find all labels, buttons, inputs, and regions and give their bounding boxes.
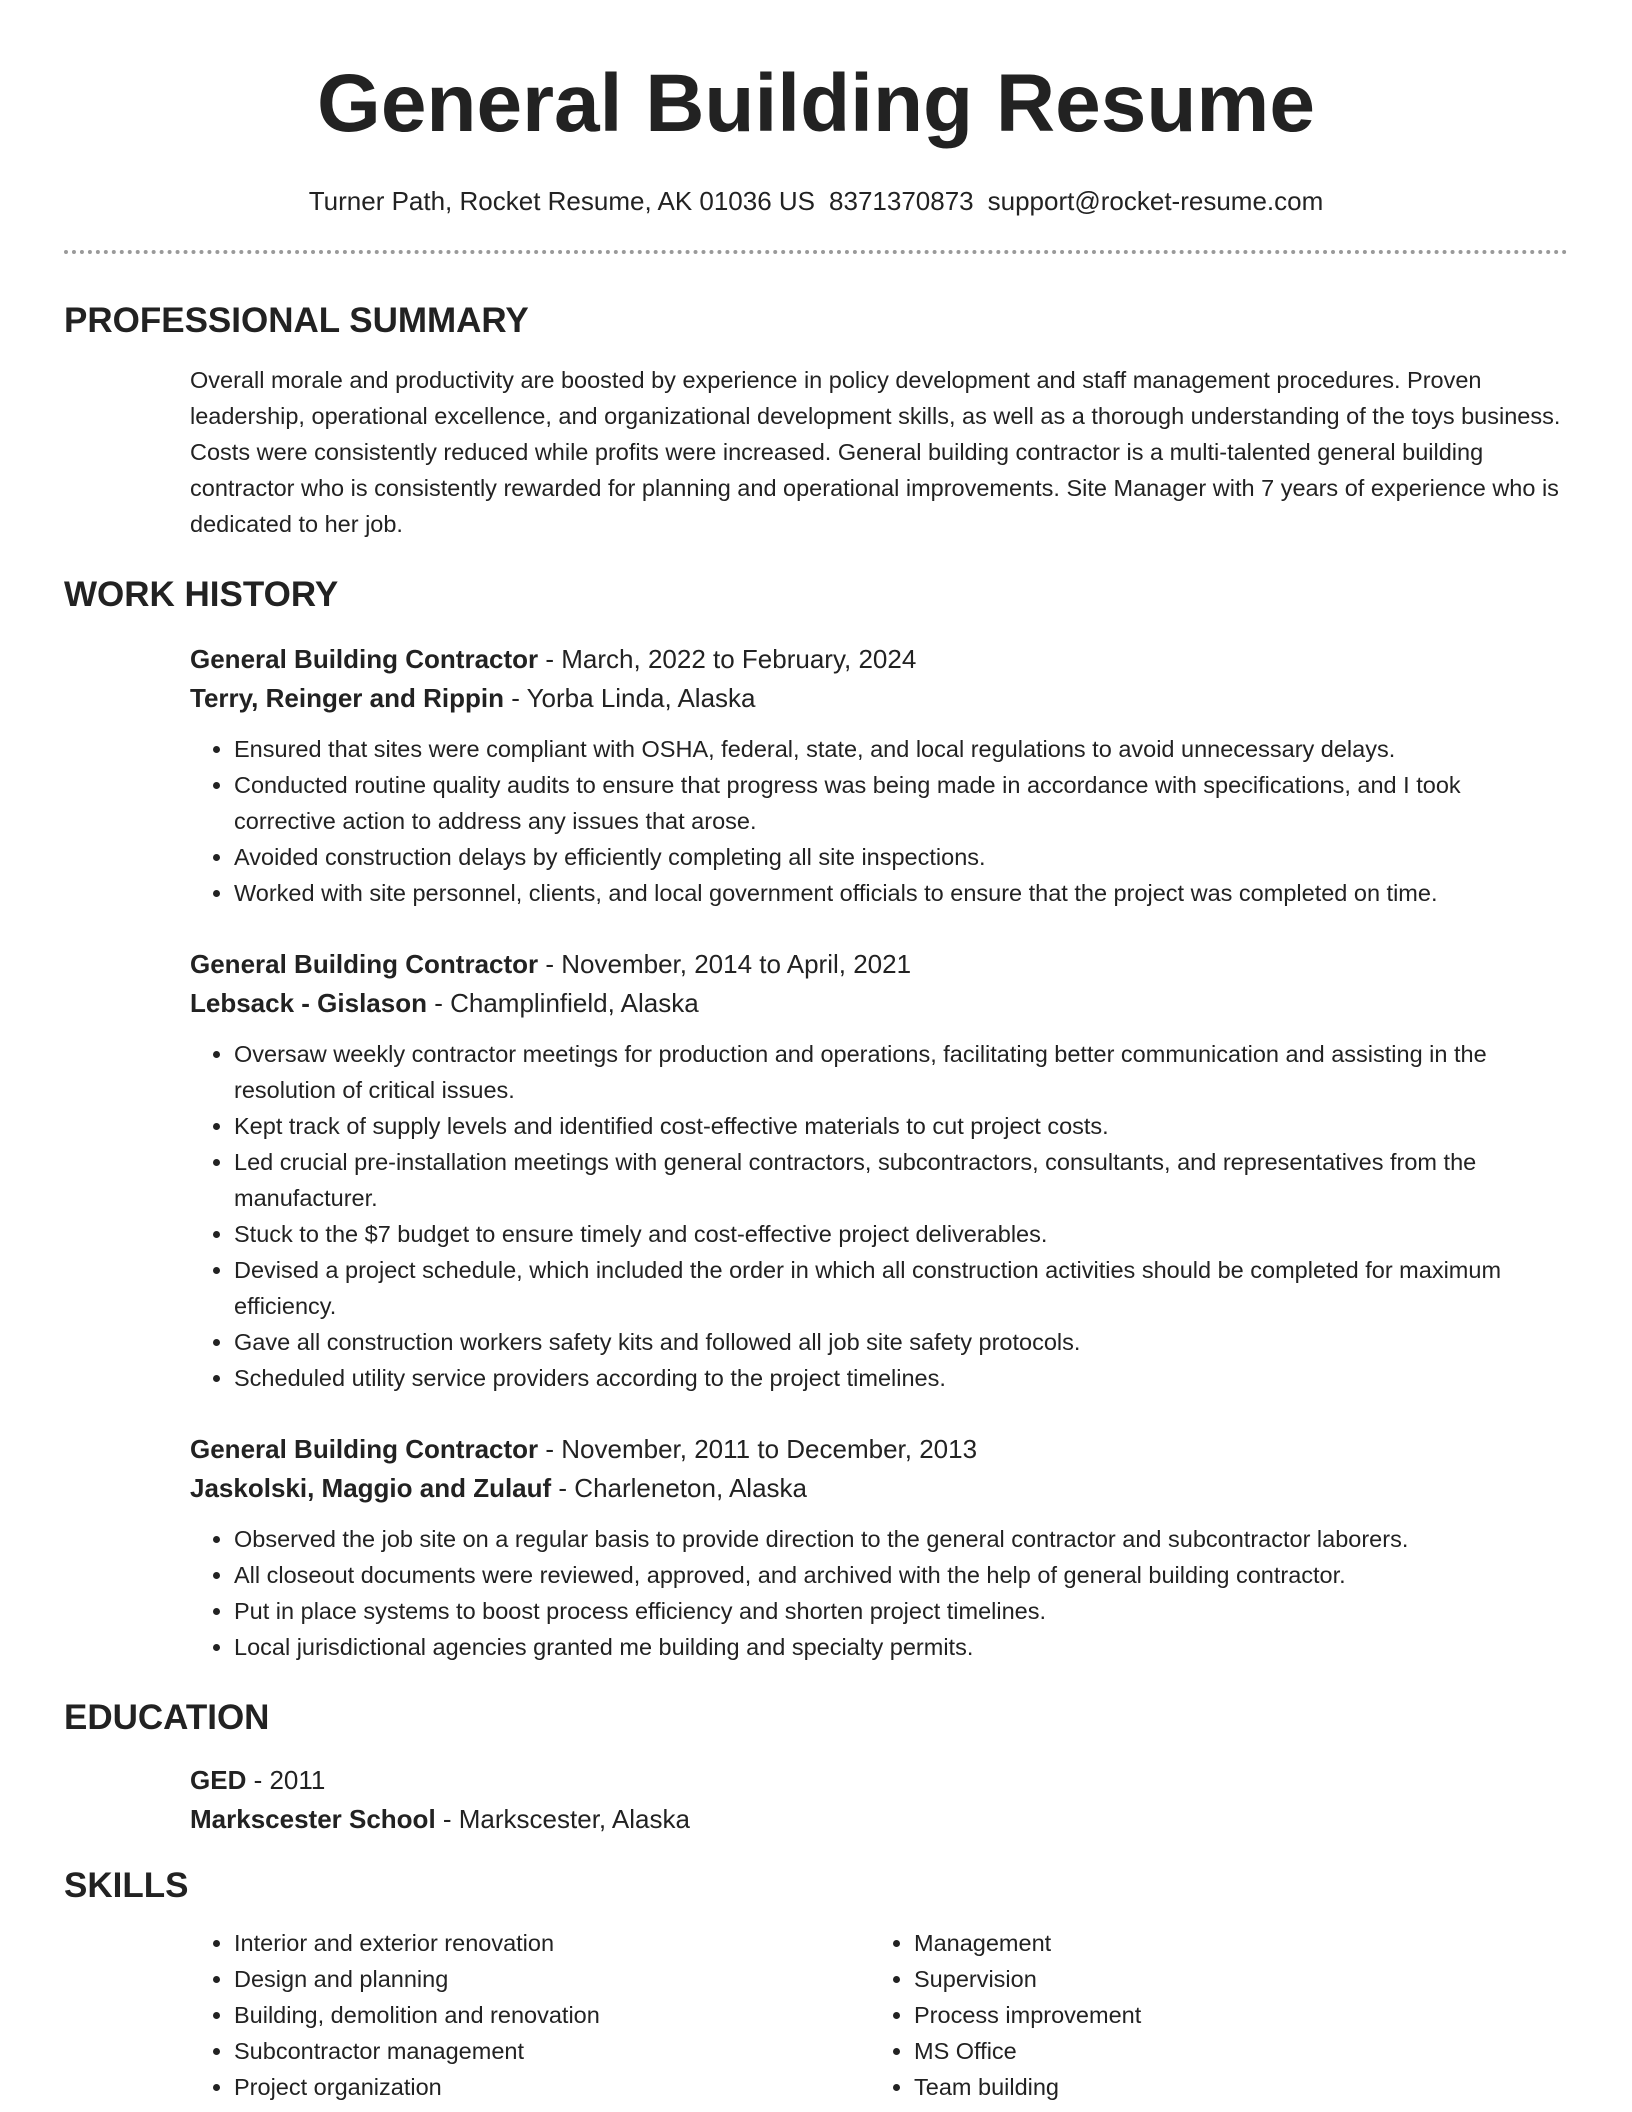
education-entry — [190, 1761, 1568, 1839]
education-degree-line — [190, 1761, 1568, 1800]
job-location: - Yorba Linda, Alaska — [503, 683, 756, 713]
skill-item: • Building, demolition and renovation — [234, 1997, 870, 2033]
education-year: - 2011 — [246, 1765, 326, 1795]
job-company-line — [190, 1469, 1568, 1508]
job-dates: - November, 2014 to April, 2021 — [538, 949, 912, 979]
skill-item: • Process improvement — [914, 1997, 1141, 2033]
job-bullet: • Oversaw weekly contractor meetings for production and operations, facilitating better communication and assisting in the resolution of critical issues. — [234, 1036, 1568, 1108]
skill-item: • Team building — [914, 2069, 1141, 2105]
skills-list — [190, 1925, 1568, 2105]
contact-email: support@rocket-resume.com — [987, 186, 1324, 216]
contact-phone: 8371370873 — [829, 186, 974, 216]
education-school-line — [190, 1800, 1568, 1839]
job-bullet: • Worked with site personnel, clients, and local government officials to ensure that the project was completed on time. — [234, 875, 1568, 911]
job-bullet: • All closeout documents were reviewed, approved, and archived with the help of general building contractor. — [234, 1557, 1568, 1593]
job-role: General Building Contractor — [190, 949, 539, 979]
skill-item: • Subcontractor management — [234, 2033, 870, 2069]
job-title-line — [190, 1430, 1568, 1469]
job-bullet: • Devised a project schedule, which included the order in which all construction activities should be completed for maximum efficiency. — [234, 1252, 1568, 1324]
job-company: Lebsack - Gislason — [190, 988, 427, 1018]
skills-column-left — [190, 1925, 870, 2105]
skills-left-list — [190, 1925, 870, 2105]
job-bullet: • Conducted routine quality audits to ensure that progress was being made in accordance with specifications, and I took corrective action to address any issues that arose. — [234, 767, 1568, 839]
skill-item: • MS Office — [914, 2033, 1141, 2069]
education-degree: GED — [190, 1765, 247, 1795]
education-location: - Markscester, Alaska — [435, 1804, 690, 1834]
job-company: Jaskolski, Maggio and Zulauf — [190, 1473, 552, 1503]
job-location: - Charleneton, Alaska — [551, 1473, 807, 1503]
work-history-heading: WORK HISTORY — [64, 575, 339, 614]
skills-column-right — [870, 1925, 1141, 2105]
job-dates: - March, 2022 to February, 2024 — [538, 644, 917, 674]
skill-item: • Supervision — [914, 1961, 1141, 1997]
job-title-line — [190, 640, 1568, 679]
job-dates: - November, 2011 to December, 2013 — [538, 1434, 978, 1464]
job-entry — [190, 1430, 1568, 1665]
job-company-line — [190, 679, 1568, 718]
skill-item: • Interior and exterior renovation — [234, 1925, 870, 1961]
job-company: Terry, Reinger and Rippin — [190, 683, 504, 713]
job-bullet: • Put in place systems to boost process efficiency and shorten project timelines. — [234, 1593, 1568, 1629]
job-bullet: • Scheduled utility service providers according to the project timelines. — [234, 1360, 1568, 1396]
summary-text: Overall morale and productivity are boosted by experience in policy development and staff management procedures. Proven leadership, operational excellence, and organizational development skills, as well as a thorough understanding of the toys business. Costs were consistently reduced while profits were increased. General building contractor is a multi-talented general building contractor who is consistently rewarded for planning and operational improvements. Site Manager with 7 years of experience who is dedicated to her job. — [190, 367, 1561, 537]
job-bullet: • Kept track of supply levels and identified cost-effective materials to cut project costs. — [234, 1108, 1568, 1144]
contact-line — [64, 184, 1568, 218]
job-bullet: • Avoided construction delays by efficiently completing all site inspections. — [234, 839, 1568, 875]
job-bullet: • Local jurisdictional agencies granted me building and specialty permits. — [234, 1629, 1568, 1665]
job-bullet: • Observed the job site on a regular basis to provide direction to the general contractor and subcontractor laborers. — [234, 1521, 1568, 1557]
education-school: Markscester School — [190, 1804, 436, 1834]
job-company-line — [190, 984, 1568, 1023]
summary-heading: PROFESSIONAL SUMMARY — [64, 301, 529, 340]
job-bullet: • Led crucial pre-installation meetings with general contractors, subcontractors, consultants, and representatives from the manufacturer. — [234, 1144, 1568, 1216]
job-role: General Building Contractor — [190, 644, 539, 674]
contact-address: Turner Path, Rocket Resume, AK 01036 US — [308, 186, 816, 216]
job-role: General Building Contractor — [190, 1434, 539, 1464]
skill-item: • Project organization — [234, 2069, 870, 2105]
job-bullets — [190, 1036, 1568, 1396]
job-bullet: • Gave all construction workers safety kits and followed all job site safety protocols. — [234, 1324, 1568, 1360]
skill-item: • Design and planning — [234, 1961, 870, 1997]
job-bullet: • Stuck to the $7 budget to ensure timely and cost-effective project deliverables. — [234, 1216, 1568, 1252]
job-location: - Champlinfield, Alaska — [426, 988, 699, 1018]
skills-right-list — [870, 1925, 1141, 2105]
resume-name: General Building Resume — [317, 58, 1315, 149]
skills-heading: SKILLS — [64, 1866, 189, 1905]
education-heading: EDUCATION — [64, 1698, 270, 1737]
job-bullet: • Ensured that sites were compliant with OSHA, federal, state, and local regulations to avoid unnecessary delays. — [234, 731, 1568, 767]
job-entry — [190, 640, 1568, 911]
job-entry — [190, 945, 1568, 1396]
skill-item: • Management — [914, 1925, 1141, 1961]
header-divider — [64, 250, 1568, 254]
job-bullets — [190, 1521, 1568, 1665]
job-title-line — [190, 945, 1568, 984]
job-bullets — [190, 731, 1568, 911]
